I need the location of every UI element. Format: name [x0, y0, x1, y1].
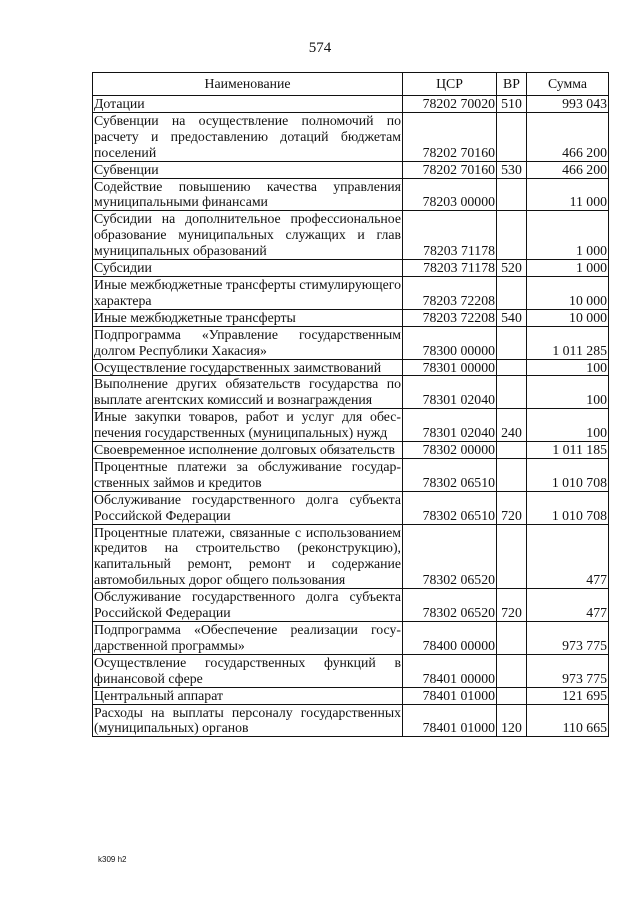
cell-csr: 78203 72208: [403, 276, 497, 309]
cell-csr: 78401 01000: [403, 704, 497, 737]
cell-sum: 11 000: [527, 178, 609, 211]
table-row: [93, 112, 609, 161]
cell-sum: 10 000: [527, 276, 609, 309]
cell-vr: [497, 326, 527, 359]
table-row: [93, 178, 609, 211]
cell-name: Субвенции: [93, 161, 403, 178]
cell-name: Осуществление государственных заимствований: [93, 359, 403, 376]
cell-csr: 78400 00000: [403, 622, 497, 655]
cell-csr: 78300 00000: [403, 326, 497, 359]
cell-sum: 993 043: [527, 96, 609, 113]
cell-name: Процентные платежи за обслуживание государственных займов и кредитов: [94, 458, 401, 490]
table-row: [93, 260, 609, 277]
header-name: Наименование: [93, 73, 403, 96]
cell-vr: [497, 276, 527, 309]
cell-csr: 78301 00000: [403, 359, 497, 376]
cell-sum: 973 775: [527, 654, 609, 687]
cell-sum: 477: [527, 524, 609, 589]
cell-name: Иные закупки товаров, работ и услуг для обеспечения государственных (муниципальных) нужд: [94, 409, 401, 441]
cell-vr: 530: [497, 161, 527, 178]
cell-sum: 1 000: [527, 260, 609, 277]
footer-code: k309 h2: [98, 855, 127, 864]
table-row: [93, 687, 609, 704]
cell-name: Расходы на выплаты персоналу государственных (муниципальных) органов: [94, 704, 401, 736]
table-row: [93, 409, 609, 442]
table-row: [93, 491, 609, 524]
cell-sum: 100: [527, 359, 609, 376]
cell-name: Субвенции на осуществление полномочий по расчету и предоставлению дотаций бюджетам поселений: [94, 112, 401, 160]
table-row: [93, 622, 609, 655]
cell-csr: 78302 06510: [403, 491, 497, 524]
cell-sum: 1 011 185: [527, 442, 609, 459]
cell-sum: 1 000: [527, 211, 609, 260]
cell-vr: [497, 524, 527, 589]
cell-name: Процентные платежи, связанные с использованием кредитов на строительство (реконструкцию), капитальный ремонт, ремонт и содержание автомобильных дорог общего пользования: [94, 524, 401, 588]
cell-vr: 120: [497, 704, 527, 737]
table-row: [93, 211, 609, 260]
cell-name: Подпрограмма «Обеспечение реализации государственной программы»: [94, 622, 401, 653]
cell-name: Осуществление государственных функций в финансовой сфере: [94, 654, 401, 686]
cell-name: Центральный аппарат: [93, 687, 403, 704]
table-row: [93, 309, 609, 326]
table-row: [93, 589, 609, 622]
table-row: [93, 442, 609, 459]
cell-csr: 78202 70020: [403, 96, 497, 113]
table-row: [93, 96, 609, 113]
cell-vr: 520: [497, 260, 527, 277]
cell-csr: 78301 02040: [403, 376, 497, 409]
header-sum: Сумма: [527, 73, 609, 96]
cell-sum: 1 010 708: [527, 458, 609, 491]
cell-vr: [497, 687, 527, 704]
cell-vr: [497, 376, 527, 409]
header-csr: ЦСР: [403, 73, 497, 96]
cell-vr: 720: [497, 491, 527, 524]
cell-csr: 78401 00000: [403, 654, 497, 687]
table-row: [93, 458, 609, 491]
page-number: 574: [308, 40, 332, 56]
cell-sum: 973 775: [527, 622, 609, 655]
cell-name: Иные межбюджетные трансферты стимулирующего характера: [94, 276, 401, 308]
table-row: [93, 326, 609, 359]
cell-csr: 78401 01000: [403, 687, 497, 704]
cell-csr: 78203 71178: [403, 211, 497, 260]
cell-vr: [497, 458, 527, 491]
cell-vr: 720: [497, 589, 527, 622]
table-row: [93, 161, 609, 178]
cell-name: Обслуживание государственного долга субъекта Российской Федерации: [94, 491, 401, 523]
table-row: [93, 276, 609, 309]
budget-table: [92, 72, 609, 737]
table-row: [93, 654, 609, 687]
cell-csr: 78302 06520: [403, 589, 497, 622]
cell-csr: 78302 00000: [403, 442, 497, 459]
table-body: [93, 96, 609, 737]
cell-vr: [497, 359, 527, 376]
cell-vr: [497, 112, 527, 161]
cell-sum: 100: [527, 409, 609, 442]
cell-name: Выполнение других обязательств государства по выплате агентских комиссий и вознаграждения: [94, 376, 401, 408]
cell-sum: 477: [527, 589, 609, 622]
cell-csr: 78302 06520: [403, 524, 497, 589]
cell-name: Дотации: [93, 96, 403, 113]
cell-vr: 510: [497, 96, 527, 113]
cell-csr: 78301 02040: [403, 409, 497, 442]
table-header-row: [93, 73, 609, 96]
cell-vr: [497, 622, 527, 655]
cell-name: Субсидии на дополнительное профессиональное образование муниципальных служащих и глав муниципальных образований: [94, 211, 401, 259]
cell-csr: 78203 00000: [403, 178, 497, 211]
header-vr: ВР: [497, 73, 527, 96]
cell-sum: 121 695: [527, 687, 609, 704]
cell-vr: [497, 654, 527, 687]
cell-name: Содействие повышению качества управления муниципальными финансами: [94, 178, 401, 210]
cell-name: Своевременное исполнение долговых обязательств: [93, 442, 403, 459]
cell-sum: 100: [527, 376, 609, 409]
cell-sum: 466 200: [527, 161, 609, 178]
cell-name: Иные межбюджетные трансферты: [93, 309, 403, 326]
cell-csr: 78203 71178: [403, 260, 497, 277]
table-row: [93, 524, 609, 589]
cell-csr: 78302 06510: [403, 458, 497, 491]
cell-vr: 540: [497, 309, 527, 326]
cell-csr: 78202 70160: [403, 161, 497, 178]
cell-sum: 466 200: [527, 112, 609, 161]
cell-name: Подпрограмма «Управление государственным долгом Республики Хакасия»: [94, 326, 401, 358]
cell-sum: 1 011 285: [527, 326, 609, 359]
cell-csr: 78202 70160: [403, 112, 497, 161]
cell-name: Субсидии: [93, 260, 403, 277]
cell-vr: [497, 442, 527, 459]
cell-name: Обслуживание государственного долга субъекта Российской Федерации: [94, 589, 401, 621]
table-row: [93, 704, 609, 737]
cell-vr: 240: [497, 409, 527, 442]
table-row: [93, 359, 609, 376]
cell-sum: 110 665: [527, 704, 609, 737]
table-row: [93, 376, 609, 409]
cell-sum: 10 000: [527, 309, 609, 326]
cell-csr: 78203 72208: [403, 309, 497, 326]
cell-vr: [497, 178, 527, 211]
cell-vr: [497, 211, 527, 260]
cell-sum: 1 010 708: [527, 491, 609, 524]
